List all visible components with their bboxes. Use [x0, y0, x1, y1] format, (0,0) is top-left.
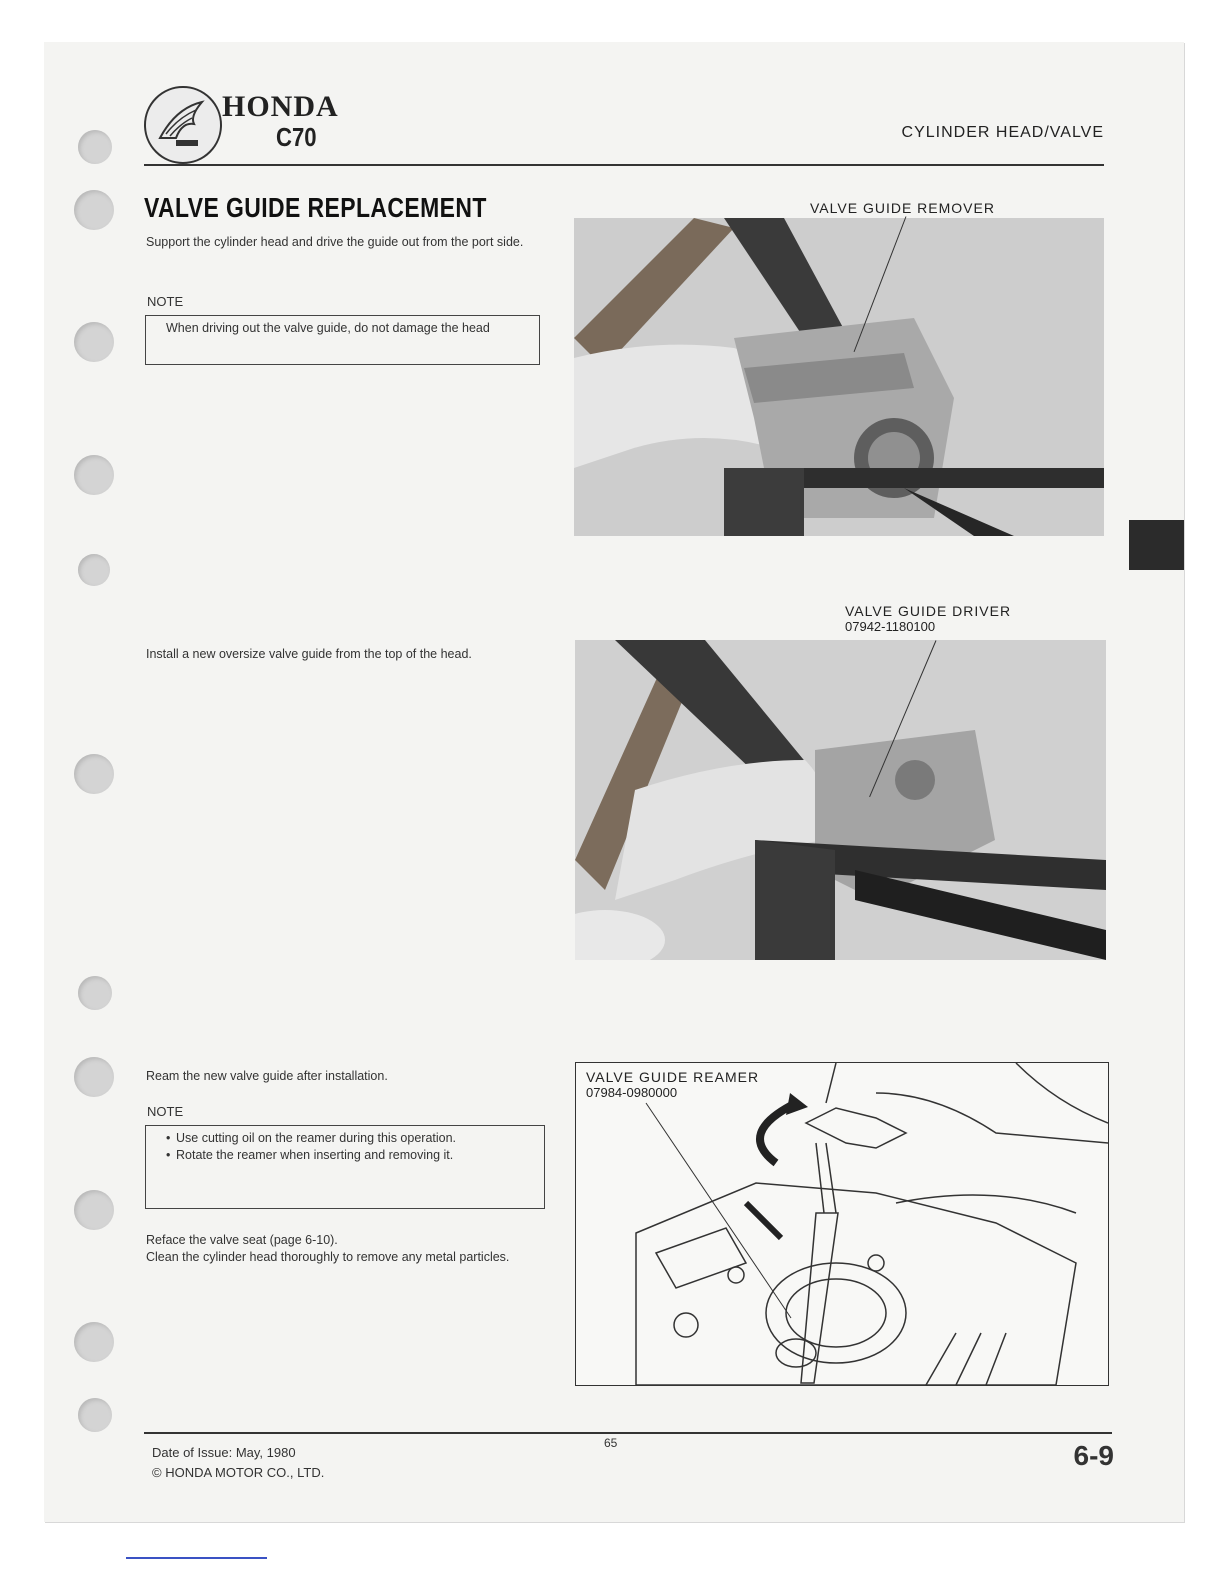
- page-number: 65: [604, 1436, 618, 1450]
- step3-callout-code: 07984-0980000: [586, 1085, 678, 1100]
- step3-clean-text: Clean the cylinder head thoroughly to remove any metal particles.: [146, 1250, 510, 1264]
- step1-callout: [810, 200, 995, 216]
- valve-guide-driver-photo: [575, 640, 1106, 960]
- binder-hole: [78, 976, 112, 1010]
- page-title: VALVE GUIDE REPLACEMENT: [144, 192, 487, 223]
- footer-issue-date: Date of Issue: May, 1980: [152, 1445, 296, 1460]
- binder-hole: [74, 1190, 114, 1230]
- step1-note-box: [145, 315, 540, 365]
- valve-guide-remover-photo: [574, 218, 1104, 536]
- step2-text: Install a new oversize valve guide from the top of the head.: [146, 647, 472, 661]
- binder-hole: [78, 554, 110, 586]
- step3-reface-text: Reface the valve seat (page 6-10).: [146, 1233, 338, 1247]
- manual-page: [44, 42, 1184, 1522]
- valve-guide-reamer-diagram: [575, 1062, 1109, 1386]
- binder-hole: [74, 322, 114, 362]
- honda-wing-logo: [144, 86, 222, 164]
- step2-callout-code: 07942-1180100: [845, 619, 936, 634]
- step1-note-label: NOTE: [147, 294, 184, 309]
- step1-callout-label: VALVE GUIDE REMOVER: [810, 200, 995, 216]
- step3-note-box: [145, 1125, 545, 1209]
- binder-hole: [74, 190, 114, 230]
- step3-note-list: [166, 1130, 536, 1164]
- section-tab-marker: [1129, 520, 1184, 570]
- section-page-number: 6-9: [1073, 1440, 1114, 1471]
- step2-callout: [845, 603, 1011, 634]
- binder-hole: [74, 1057, 114, 1097]
- binder-hole: [74, 455, 114, 495]
- binder-hole: [74, 754, 114, 794]
- binder-hole: [78, 130, 112, 164]
- step3-note-label: NOTE: [147, 1104, 184, 1119]
- step1-text: Support the cylinder head and drive the guide out from the port side.: [146, 235, 524, 249]
- step3-note-item: • Rotate the reamer when inserting and removing it.: [176, 1147, 536, 1164]
- section-title: CYLINDER HEAD/VALVE: [901, 124, 1104, 141]
- step3-callout-label: VALVE GUIDE REAMER: [586, 1069, 760, 1085]
- footer-rule: [144, 1432, 1112, 1434]
- model-name: C70: [276, 122, 317, 152]
- header-rule: [144, 164, 1104, 166]
- step3-note-item: • Use cutting oil on the reamer during this operation.: [176, 1130, 536, 1147]
- step1-note-text: When driving out the valve guide, do not damage the head: [166, 321, 490, 335]
- step2-callout-label: VALVE GUIDE DRIVER: [845, 603, 1012, 619]
- binder-hole: [74, 1322, 114, 1362]
- step3-text: Ream the new valve guide after installation.: [146, 1069, 388, 1083]
- footer-copyright: © HONDA MOTOR CO., LTD.: [152, 1465, 325, 1480]
- brand-name: HONDA: [222, 90, 339, 123]
- binder-hole: [78, 1398, 112, 1432]
- step3-callout: [586, 1069, 763, 1100]
- underline-artifact: [126, 1557, 267, 1559]
